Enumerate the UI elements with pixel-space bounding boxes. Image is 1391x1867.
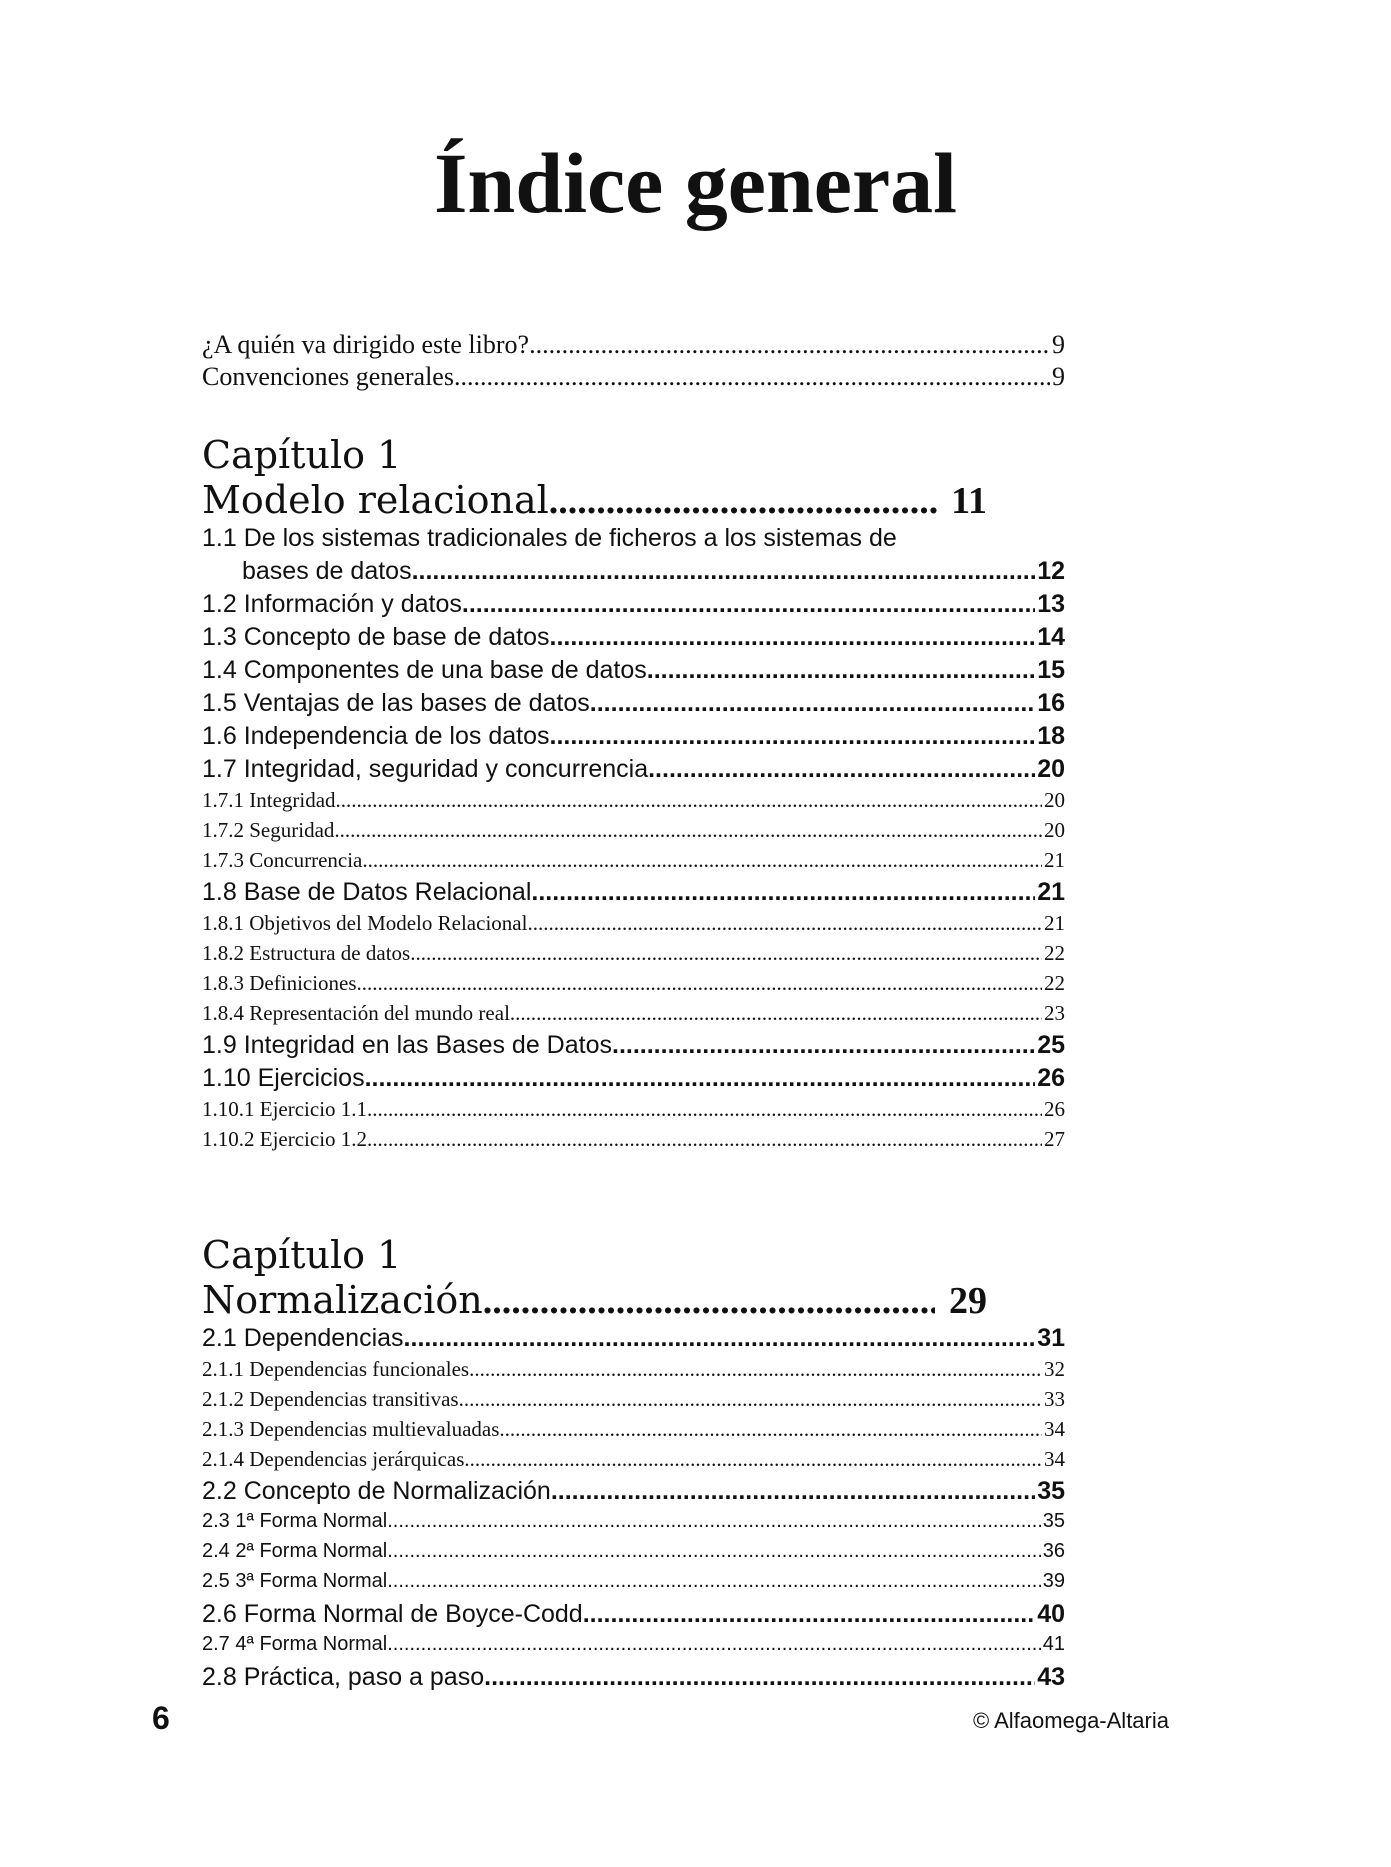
toc-entry-page: 16 bbox=[1037, 689, 1065, 717]
toc-entry-page: 26 bbox=[1044, 1097, 1065, 1121]
toc-entry-label: 1.10 Ejercicios bbox=[202, 1064, 365, 1092]
toc-entry[interactable] bbox=[202, 1387, 1065, 1417]
toc-entry[interactable] bbox=[202, 1127, 1065, 1157]
chapter-page: 11 bbox=[951, 480, 987, 522]
leader-dots bbox=[590, 689, 1035, 718]
toc-entry-label: 1.2 Información y datos bbox=[202, 590, 462, 618]
toc-entry[interactable] bbox=[202, 1447, 1065, 1477]
chapter-2-section bbox=[202, 1233, 1065, 1696]
toc-entry[interactable] bbox=[202, 1600, 1065, 1633]
chapter-title-row[interactable] bbox=[202, 478, 987, 524]
leader-dots bbox=[499, 1417, 1042, 1442]
toc-entry-label: ¿A quién va dirigido este libro? bbox=[202, 330, 530, 359]
toc-entry-page: 22 bbox=[1044, 941, 1065, 965]
toc-entry[interactable] bbox=[202, 755, 1065, 788]
leader-dots bbox=[367, 1127, 1042, 1152]
leader-dots bbox=[367, 1097, 1042, 1122]
leader-dots bbox=[336, 788, 1042, 813]
toc-entry-label: 1.7 Integridad, seguridad y concurrencia bbox=[202, 755, 649, 783]
toc-entry-label: 1.3 Concepto de base de datos bbox=[202, 623, 550, 651]
toc-entry-label: 1.7.2 Seguridad bbox=[202, 818, 335, 842]
toc-entry-label: Convenciones generales bbox=[202, 362, 454, 391]
leader-dots bbox=[387, 1510, 1041, 1533]
toc-entry[interactable] bbox=[202, 1663, 1065, 1696]
toc-entry-label: 2.1 Dependencias bbox=[202, 1324, 404, 1352]
leader-dots bbox=[365, 1064, 1036, 1093]
toc-entry-page: 36 bbox=[1042, 1540, 1065, 1562]
toc-entry-page: 26 bbox=[1037, 1064, 1065, 1092]
toc-entry-page: 32 bbox=[1044, 1357, 1065, 1381]
leader-dots bbox=[387, 1633, 1041, 1656]
toc-entry[interactable] bbox=[202, 362, 1065, 394]
toc-entry-label: 1.5 Ventajas de las bases de datos bbox=[202, 689, 590, 717]
toc-entry-label: bases de datos bbox=[242, 557, 412, 585]
chapter-title-row[interactable] bbox=[202, 1278, 987, 1324]
toc-entry[interactable] bbox=[202, 941, 1065, 971]
toc-entry-page: 31 bbox=[1037, 1324, 1065, 1352]
leader-dots bbox=[469, 1357, 1042, 1382]
toc-entry[interactable] bbox=[202, 722, 1065, 755]
toc-entry[interactable] bbox=[202, 1510, 1065, 1540]
toc-entry-label: 1.8.2 Estructura de datos bbox=[202, 941, 411, 965]
toc-entry[interactable] bbox=[202, 911, 1065, 941]
leader-dots bbox=[531, 878, 1035, 907]
toc-entry-page: 23 bbox=[1044, 1001, 1065, 1025]
leader-dots bbox=[551, 1477, 1035, 1506]
leader-dots bbox=[357, 971, 1042, 996]
toc-entry-page: 27 bbox=[1044, 1127, 1065, 1151]
toc-entry-page: 21 bbox=[1044, 911, 1065, 935]
toc-entry-page: 9 bbox=[1052, 330, 1065, 359]
toc-entry-page: 34 bbox=[1044, 1447, 1065, 1471]
toc-entry-page: 41 bbox=[1042, 1633, 1065, 1655]
toc-entry[interactable] bbox=[202, 656, 1065, 689]
toc-entry[interactable] bbox=[202, 878, 1065, 911]
toc-entry[interactable] bbox=[202, 1357, 1065, 1387]
toc-entry-page: 25 bbox=[1037, 1031, 1065, 1059]
intro-list bbox=[202, 330, 1065, 394]
leader-dots bbox=[529, 330, 1050, 360]
toc-entry-label: 2.2 Concepto de Normalización bbox=[202, 1477, 551, 1505]
toc-entry[interactable] bbox=[202, 330, 1065, 362]
leader-dots bbox=[462, 590, 1035, 619]
toc-entry-page: 20 bbox=[1044, 818, 1065, 842]
leader-dots bbox=[648, 755, 1035, 784]
leader-dots bbox=[647, 656, 1035, 685]
chapter-1-section bbox=[202, 433, 1065, 1157]
leader-dots bbox=[612, 1031, 1035, 1060]
toc-entry-page: 20 bbox=[1037, 755, 1065, 783]
toc-entry-label: 2.8 Práctica, paso a paso bbox=[202, 1663, 485, 1691]
toc-entry-page: 21 bbox=[1037, 878, 1065, 906]
toc-entry-page: 43 bbox=[1037, 1663, 1065, 1691]
toc-entry-page: 33 bbox=[1044, 1387, 1065, 1411]
toc-entry[interactable] bbox=[202, 971, 1065, 1001]
toc-entry[interactable] bbox=[202, 788, 1065, 818]
toc-entry-page: 14 bbox=[1037, 623, 1065, 651]
leader-dots bbox=[362, 848, 1042, 873]
toc-entry-label: 2.7 4ª Forma Normal bbox=[202, 1633, 388, 1655]
leader-dots bbox=[334, 818, 1042, 843]
toc-entry[interactable] bbox=[202, 1324, 1065, 1357]
toc-entry-label: 1.8.3 Definiciones bbox=[202, 971, 357, 995]
toc-entry-label: 2.1.4 Dependencias jerárquicas bbox=[202, 1447, 465, 1471]
leader-dots bbox=[483, 1279, 935, 1323]
toc-entry-page: 12 bbox=[1037, 557, 1065, 585]
toc-entry-label: 2.3 1ª Forma Normal bbox=[202, 1510, 388, 1532]
toc-entry[interactable] bbox=[202, 848, 1065, 878]
toc-entry[interactable] bbox=[202, 590, 1065, 623]
leader-dots bbox=[510, 1001, 1042, 1026]
toc-entry-label: 1.10.2 Ejercicio 1.2 bbox=[202, 1127, 368, 1151]
chapter-page: 29 bbox=[949, 1280, 987, 1322]
leader-dots bbox=[550, 623, 1036, 652]
toc-entry-page: 34 bbox=[1044, 1417, 1065, 1441]
toc-entry[interactable] bbox=[202, 1477, 1065, 1510]
toc-entry-label: 1.8.1 Objetivos del Modelo Relacional bbox=[202, 911, 528, 935]
toc-entry-label: 1.10.1 Ejercicio 1.1 bbox=[202, 1097, 368, 1121]
leader-dots bbox=[464, 1447, 1042, 1472]
page-title: Índice general bbox=[433, 135, 958, 231]
toc-entry-label: 1.7.1 Integridad bbox=[202, 788, 336, 812]
chapter-title: Normalización bbox=[202, 1278, 483, 1322]
toc-entry-page: 35 bbox=[1042, 1510, 1065, 1532]
toc-entry-label: 1.9 Integridad en las Bases de Datos bbox=[202, 1031, 612, 1059]
toc-entry-label: 2.1.2 Dependencias transitivas bbox=[202, 1387, 459, 1411]
toc-entry[interactable] bbox=[202, 1064, 1065, 1097]
chapter-1-entries bbox=[202, 524, 1065, 1157]
toc-entry-label: 1.8 Base de Datos Relacional bbox=[202, 878, 532, 906]
toc-entry-page: 13 bbox=[1037, 590, 1065, 618]
toc-entry[interactable] bbox=[202, 1570, 1065, 1600]
toc-entry[interactable] bbox=[202, 689, 1065, 722]
toc-entry[interactable] bbox=[202, 818, 1065, 848]
leader-dots bbox=[387, 1540, 1041, 1563]
toc-entry[interactable] bbox=[202, 1031, 1065, 1064]
toc-entry-label: 1.4 Componentes de una base de datos bbox=[202, 656, 647, 684]
toc-entry-label: 2.1.3 Dependencias multievaluadas bbox=[202, 1417, 500, 1441]
toc-entry-page: 22 bbox=[1044, 971, 1065, 995]
toc-entry-page: 9 bbox=[1052, 362, 1065, 391]
leader-dots bbox=[459, 1387, 1042, 1412]
toc-entry-label: 2.1.1 Dependencias funcionales bbox=[202, 1357, 470, 1381]
toc-entry[interactable] bbox=[202, 623, 1065, 656]
leader-dots bbox=[550, 722, 1036, 751]
toc-entry[interactable] bbox=[202, 1540, 1065, 1570]
leader-dots bbox=[410, 941, 1042, 966]
chapter-title: Modelo relacional bbox=[202, 478, 549, 522]
toc-entry-label: 1.6 Independencia de los datos bbox=[202, 722, 550, 750]
toc-entry-label: 1.7.3 Concurrencia bbox=[202, 848, 363, 872]
toc-entry-page: 18 bbox=[1037, 722, 1065, 750]
toc-entry[interactable] bbox=[202, 1417, 1065, 1447]
leader-dots bbox=[387, 1570, 1041, 1593]
toc-entry-label: 1.1 De los sistemas tradicionales de ficheros a los sistemas de bbox=[202, 524, 897, 552]
chapter-label: Capítulo 1 bbox=[202, 1233, 402, 1277]
publisher-credit: © Alfaomega-Altaria bbox=[973, 1708, 1169, 1733]
toc-entry-label: 1.8.4 Representación del mundo real bbox=[202, 1001, 510, 1025]
leader-dots bbox=[412, 557, 1036, 586]
chapter-2-entries bbox=[202, 1324, 1065, 1696]
leader-dots bbox=[454, 362, 1050, 392]
toc-entry-page: 35 bbox=[1037, 1477, 1065, 1505]
toc-entry-page: 15 bbox=[1037, 656, 1065, 684]
toc-entry[interactable] bbox=[202, 1097, 1065, 1127]
leader-dots bbox=[549, 479, 937, 523]
leader-dots bbox=[484, 1663, 1035, 1692]
toc-entry-label: 2.5 3ª Forma Normal bbox=[202, 1570, 388, 1592]
leader-dots bbox=[583, 1600, 1035, 1629]
toc-entry[interactable] bbox=[202, 1633, 1065, 1663]
toc-entry-page: 40 bbox=[1037, 1600, 1065, 1628]
page-number: 6 bbox=[152, 1700, 170, 1736]
toc-entry-page: 39 bbox=[1042, 1570, 1065, 1592]
toc-entry[interactable] bbox=[202, 557, 1065, 590]
toc-entry-label: 2.6 Forma Normal de Boyce-Codd bbox=[202, 1600, 583, 1628]
leader-dots bbox=[404, 1324, 1036, 1353]
toc-entry-label: 2.4 2ª Forma Normal bbox=[202, 1540, 388, 1562]
toc-entry-page: 20 bbox=[1044, 788, 1065, 812]
chapter-label: Capítulo 1 bbox=[202, 433, 402, 477]
toc-entry[interactable] bbox=[202, 1001, 1065, 1031]
leader-dots bbox=[527, 911, 1042, 936]
toc-entry-page: 21 bbox=[1044, 848, 1065, 872]
